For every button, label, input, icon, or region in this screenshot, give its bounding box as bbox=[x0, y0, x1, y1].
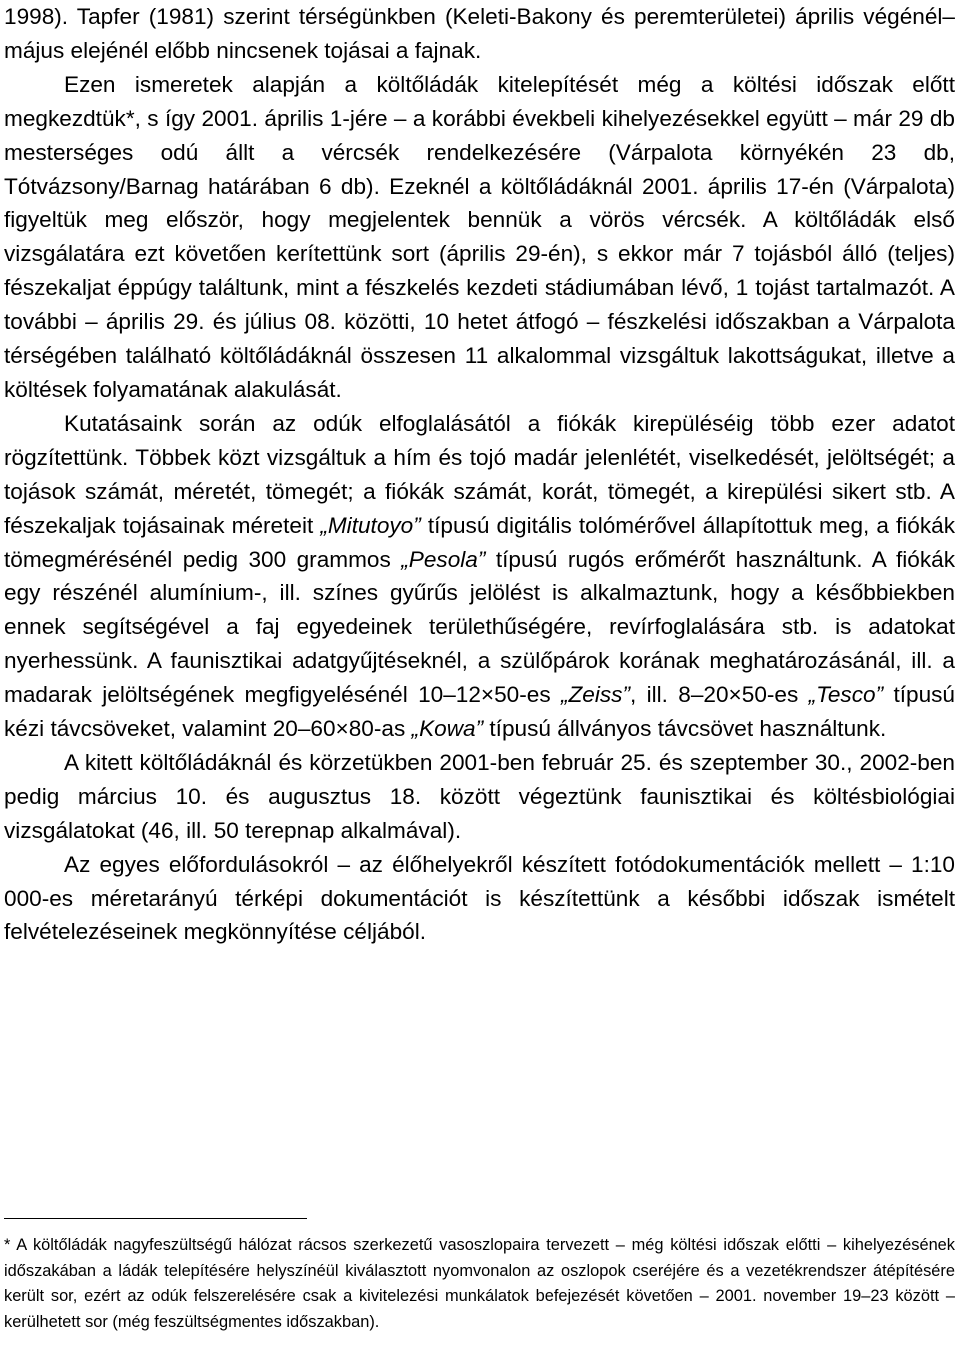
paragraph-text-run: típusú állványos távcsövet használtunk. bbox=[483, 716, 887, 742]
paragraph-1 bbox=[4, 0, 955, 68]
paragraph-text-run: típusú kézi távcsöveket, valamint 20–60×80-as bbox=[4, 682, 955, 742]
paragraph-text-run: , ill. 8–20×50-es bbox=[630, 682, 809, 708]
italic-product-name: „Zeiss” bbox=[560, 682, 630, 708]
paragraph-2 bbox=[4, 68, 955, 407]
italic-product-name: „Pesola” bbox=[401, 546, 486, 572]
paragraph-text-run: Ezen ismeretek alapján a költőládák kitelepítését még a költési időszak előtt megkezdtük*, s így 2001. április 1-jére – a korábbi évekbeli kihelyezésekkel együtt – már 29 db mesterséges odú állt a vércsék rendelkezésére (Várpalota környékén 23 db, Tótvázsony/Barnag határában 6 db). Ezeknél a költőládáknál 2001. április 17-én (Várpalota) figyeltük meg először, hogy megjelentek bennük a vörös vércsék. A költőládák első vizsgálatára ezt követően kerítettünk sort (április 29-én), s ekkor már 7 tojásból álló (teljes) fészekaljat éppúgy találtunk, mint a fészkelés kezdeti stádiumában lévő, 1 tojást tartalmazót. A további – április 29. és július 08. közötti, 10 hetet átfogó – fészkelési időszakban a Várpalota térségében található költőládáknál összesen 11 alkalommal vizsgáltuk lakottságukat, illetve a költések folyamatának alakulását. bbox=[4, 71, 955, 402]
italic-product-name: „Kowa” bbox=[411, 716, 484, 742]
italic-product-name: „Mitutoyo” bbox=[320, 512, 421, 538]
paragraph-text-run: 1998). Tapfer (1981) szerint térségünkben (Keleti-Bakony és peremterületei) április végénél–május elejénél előbb nincsenek tojásai a fajnak. bbox=[4, 4, 955, 63]
paragraph-text-run: A kitett költőládáknál és körzetükben 2001-ben február 25. és szeptember 30., 2002-ben pedig március 10. és augusztus 18. között végeztünk faunisztikai és költésbiológiai vizsgálatokat (46, ill. 50 terepnap alkalmával). bbox=[4, 749, 955, 843]
paragraph-text-run: típusú digitális tolómérővel állapítottuk meg, a fiókák tömegmérésénél pedig 300 grammos bbox=[4, 512, 956, 572]
italic-product-name: „Tesco” bbox=[808, 682, 884, 708]
paragraph-text-run: Az egyes előfordulásokról – az élőhelyekről készített fotódokumentációk mellett – 1:10 000-es méretarányú térképi dokumentációt is készítettünk a későbbi időszak ismételt felvételezéseinek megkönnyítése céljából. bbox=[4, 851, 955, 945]
paragraph-text-run: Kutatásaink során az odúk elfoglalásától a fiókák kirepüléséig több ezer adatot rögzítettünk. Többek közt vizsgáltuk a hím és tojó madár jelenlétét, viselkedését, jelöltségét; a tojások számát, méretét, tömegét; a fiókák számát, korát, tömegét, a kirepülési sikert stb. A fészekaljak tojásainak méreteit bbox=[4, 410, 955, 538]
document-page bbox=[4, 0, 955, 949]
body-text bbox=[4, 0, 955, 949]
footnote: * A költőládák nagyfeszültségű hálózat rácsos szerkezetű vasoszlopaira tervezett – még költési időszak előtti – kihelyezésének időszakában a ládák telepítésére helyszínéül kiválasztott nyomvonalon az oszlopok cseréjére és a vezetékrendszer átépítésére került sor, ezért az odúk felszerelésére csak a kivitelezési munkálatok befejezését követően – 2001. november 19–23 között – kerülhetett sor (még feszültségmentes időszakban). bbox=[4, 1236, 955, 1331]
footnote-separator bbox=[4, 1218, 307, 1219]
paragraph-3 bbox=[4, 407, 955, 746]
paragraph-text-run: típusú rugós erőmérőt használtunk. A fiókák egy részénél alumínium-, ill. színes gyűrűs jelölést is alkalmaztunk, hogy a későbbiekben ennek segítségével a faj egyedeinek területhűségére, revírfoglalására stb. is adatokat nyerhessünk. A faunisztikai adatgyűjtéseknél, a szülőpárok korának meghatározásánál, ill. a madarak jelöltségének megfigyelésénél 10–12×50-es bbox=[4, 546, 956, 708]
paragraph-4 bbox=[4, 746, 955, 848]
paragraph-5 bbox=[4, 848, 955, 950]
